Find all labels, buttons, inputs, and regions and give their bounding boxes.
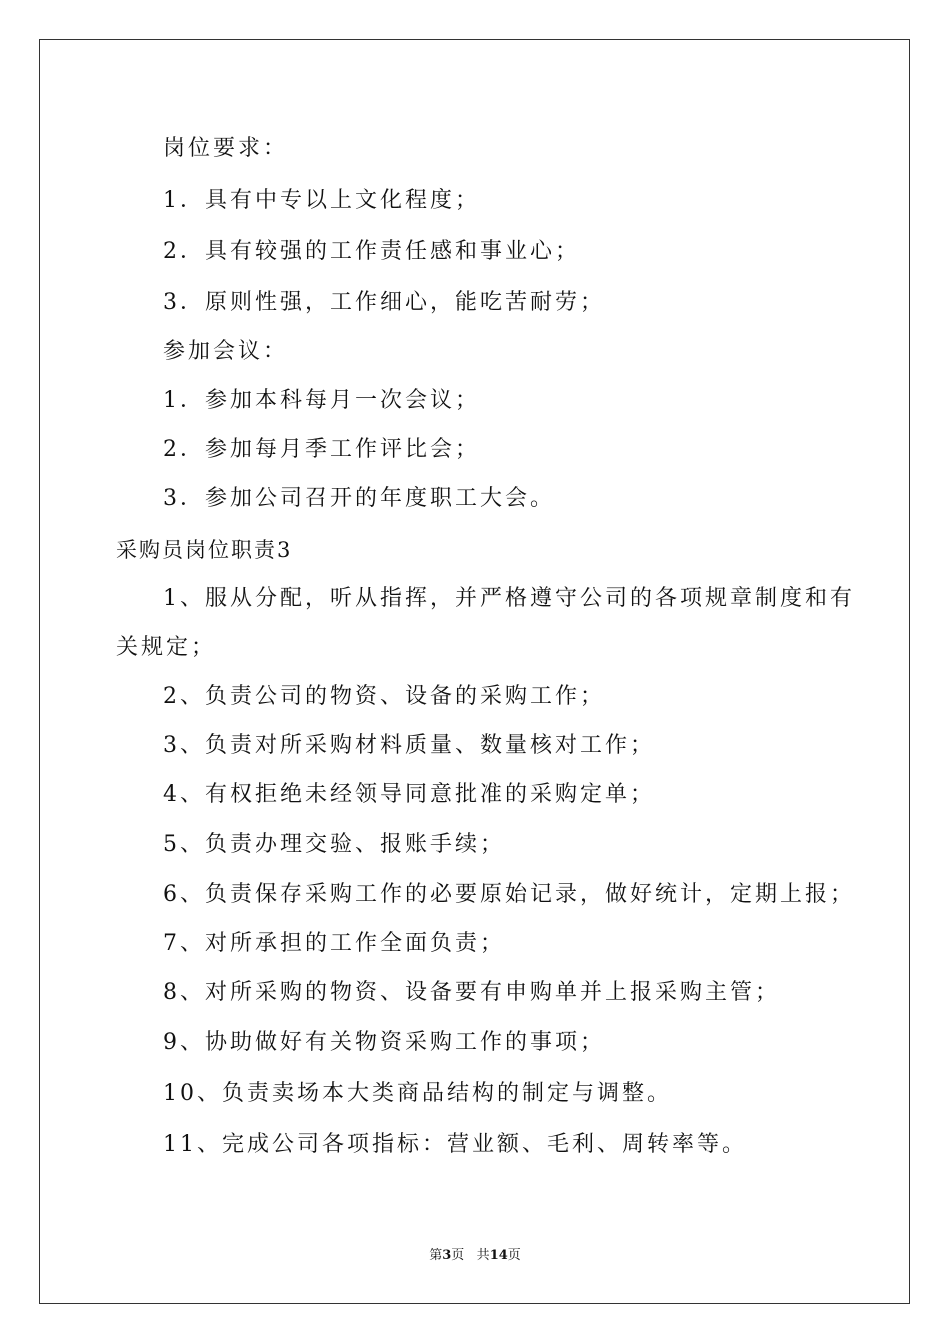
duty-item: 9、协助做好有关物资采购工作的事项；	[163, 1030, 605, 1055]
duty-item: 8、对所采购的物资、设备要有申购单并上报采购主管；	[163, 980, 780, 1005]
meeting-item: 2．参加每月季工作评比会；	[163, 437, 480, 462]
duty-item: 11、完成公司各项指标：营业额、毛利、周转率等。	[163, 1132, 747, 1157]
duty-item-continuation: 关规定；	[116, 635, 217, 660]
page-prefix: 第	[429, 1248, 443, 1263]
page-suffix: 页	[451, 1248, 465, 1263]
total-suffix: 页	[507, 1248, 521, 1263]
requirements-title: 岗位要求：	[163, 136, 289, 161]
section-heading: 采购员岗位职责3	[116, 538, 293, 562]
meeting-item: 3．参加公司召开的年度职工大会。	[163, 486, 555, 511]
duty-item: 1、服从分配，听从指挥，并严格遵守公司的各项规章制度和有	[163, 586, 855, 611]
duty-item: 10、负责卖场本大类商品结构的制定与调整。	[163, 1081, 672, 1106]
requirement-item: 2．具有较强的工作责任感和事业心；	[163, 239, 580, 264]
duty-item: 5、负责办理交验、报账手续；	[163, 832, 505, 857]
duty-item: 7、对所承担的工作全面负责；	[163, 931, 505, 956]
page-number: 3	[442, 1248, 452, 1263]
duty-item: 3、负责对所采购材料质量、数量核对工作；	[163, 733, 655, 758]
duty-item: 2、负责公司的物资、设备的采购工作；	[163, 684, 605, 709]
duty-item: 4、有权拒绝未经领导同意批准的采购定单；	[163, 782, 655, 807]
meetings-title: 参加会议：	[163, 339, 289, 364]
requirement-item: 1．具有中专以上文化程度；	[163, 188, 480, 213]
requirement-item: 3．原则性强，工作细心，能吃苦耐劳；	[163, 290, 605, 315]
total-pages: 14	[489, 1248, 508, 1263]
duty-item: 6、负责保存采购工作的必要原始记录，做好统计，定期上报；	[163, 882, 855, 907]
meeting-item: 1．参加本科每月一次会议；	[163, 388, 480, 413]
total-prefix: 共	[476, 1248, 490, 1263]
page-footer	[0, 1247, 950, 1265]
page-border	[39, 39, 910, 1304]
